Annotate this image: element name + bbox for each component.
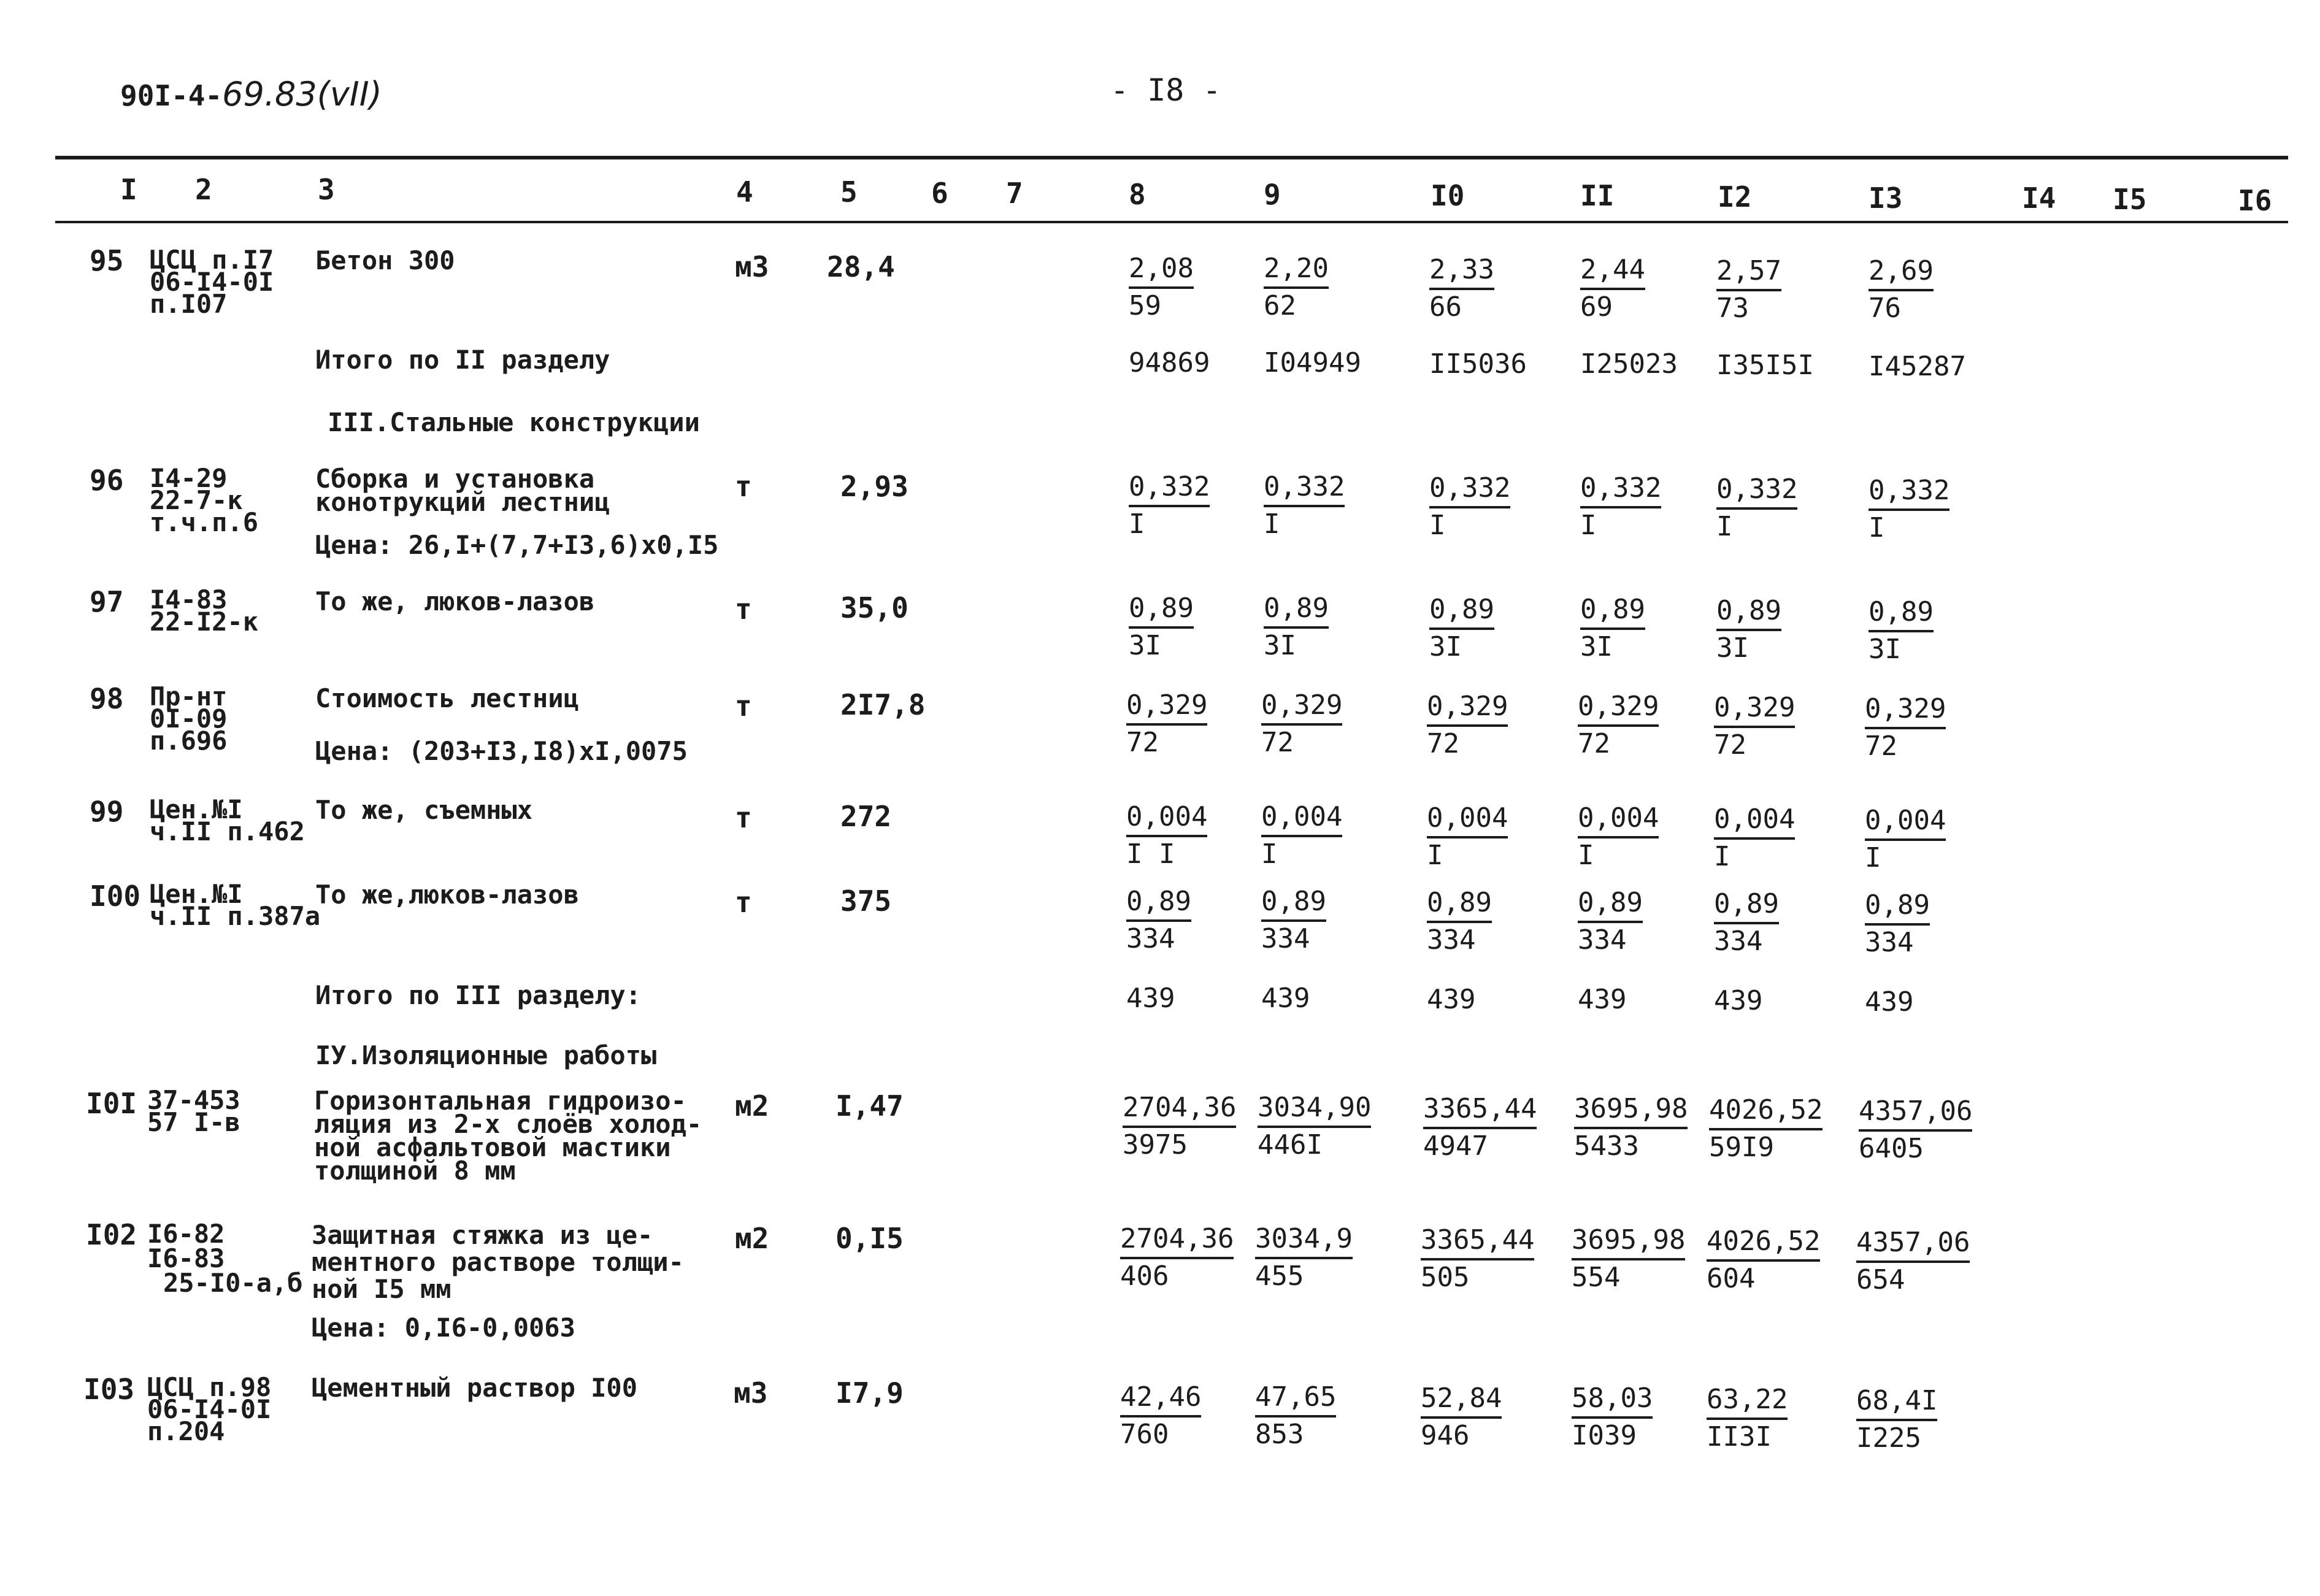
total-cost: 72 [1126,727,1159,758]
unit-cost: 58,03 [1572,1381,1653,1419]
total-cost: 3I [1580,631,1613,662]
table-top-rule [55,156,2288,159]
norm-code-line: Пр-нт [150,681,228,712]
section-title: III.Стальные конструкции [328,407,700,437]
unit-cost: 3034,9 [1255,1222,1353,1259]
unit-cost: 0,332 [1129,470,1210,507]
unit-cost: 0,332 [1429,471,1510,508]
column-header-11: II [1580,179,1615,212]
unit-cost: 52,84 [1421,1381,1502,1419]
unit-cost: 2,08 [1129,251,1194,289]
total-cost: I [1869,512,1885,543]
unit-cost: 0,332 [1264,470,1345,507]
unit-cost: 0,329 [1261,688,1342,726]
work-name-line: Бетон 300 [315,245,455,275]
norm-code-line: Цен.№I [150,794,243,824]
section-total-value: 439 [1126,983,1175,1014]
row-number: I03 [83,1373,135,1406]
work-name-line: ментного растворе толщи- [312,1247,684,1277]
quantity: 0,I5 [835,1222,904,1255]
page-number: - I8 - [1110,72,1221,108]
norm-code-line: 37-453 [147,1085,240,1115]
unit-cost: 0,004 [1865,804,1946,841]
unit-cost: 0,329 [1126,688,1207,726]
column-header-13: I3 [1869,182,1903,215]
work-name-line: Горизонтальная гидроизо- [314,1086,686,1116]
unit: м2 [735,1089,769,1122]
total-cost: 59I9 [1709,1132,1774,1163]
unit-cost: 0,89 [1427,886,1492,923]
work-name-line: То же,люков-лазов [315,880,579,910]
quantity: 2I7,8 [840,688,926,721]
unit-cost: 2704,36 [1123,1091,1236,1128]
quantity: 28,4 [827,250,895,283]
total-cost: I [1580,510,1597,541]
norm-code-line: I4-29 [150,463,228,493]
unit-cost: 2,69 [1869,254,1934,291]
norm-code-line: I6-82 [147,1219,225,1249]
total-cost: I I [1126,838,1175,870]
column-header-16: I6 [2238,184,2272,217]
section-total-label: Итого по III разделу: [315,980,642,1010]
column-header-2: 2 [195,173,212,206]
total-cost: 505 [1421,1262,1470,1293]
price-note: Цена: 0,I6-0,0063 [312,1313,575,1343]
unit-cost: 0,329 [1865,692,1946,729]
total-cost: 3I [1716,632,1749,664]
section-title: IУ.Изоляционные работы [315,1040,657,1070]
norm-code-line: 57 I-в [147,1107,240,1137]
total-cost: 853 [1255,1419,1304,1450]
unit-cost: 0,332 [1716,472,1797,510]
unit-cost: 0,004 [1261,800,1342,837]
work-name-line: конотрукций лестниц [315,487,610,517]
total-cost: 69 [1580,291,1613,323]
total-cost: II3I [1707,1421,1772,1452]
row-number: 97 [90,585,124,618]
total-cost: I [1429,510,1446,541]
column-header-9: 9 [1264,178,1281,211]
norm-code-line: 22-7-к [150,485,243,515]
unit-cost: 0,89 [1869,595,1934,632]
norm-code-line: 06-I4-0I [147,1394,272,1424]
norm-code-line: 0I-09 [150,704,228,734]
unit-cost: 3695,98 [1574,1092,1688,1129]
row-number: I00 [90,880,141,913]
unit-cost: 0,004 [1427,801,1508,838]
norm-code-line: ч.II п.387а [150,901,321,931]
unit: т [735,689,752,723]
column-header-5: 5 [840,175,858,209]
total-cost: 66 [1429,291,1462,323]
section-total-value: I25023 [1580,348,1678,380]
unit-cost: 2704,36 [1120,1222,1234,1259]
unit-cost: 4357,06 [1856,1226,1970,1263]
total-cost: 334 [1578,924,1627,956]
total-cost: 3I [1869,634,1901,665]
column-header-7: 7 [1006,177,1023,210]
unit: т [735,470,752,503]
table-header-rule [55,221,2288,223]
section-total-value: 439 [1427,984,1476,1015]
unit: м3 [735,250,769,283]
total-cost: I [1129,508,1145,540]
unit-cost: 0,89 [1129,591,1194,629]
work-name-line: Сборка и установка [315,464,595,494]
total-cost: 334 [1261,923,1310,954]
unit-cost: 42,46 [1120,1380,1201,1418]
document-code: 90I-4- [120,79,223,112]
unit: т [735,593,752,626]
unit-cost: 63,22 [1707,1383,1788,1420]
total-cost: I [1427,840,1443,871]
total-cost: 334 [1427,924,1476,956]
total-cost: 73 [1716,293,1749,324]
column-header-1: I [120,173,137,206]
total-cost: I [1716,511,1733,542]
column-header-14: I4 [2022,182,2056,215]
total-cost: I [1261,838,1278,870]
column-header-8: 8 [1129,178,1146,211]
unit-cost: 0,89 [1716,594,1781,631]
total-cost: 3I [1264,630,1296,661]
unit-cost: 0,004 [1578,801,1659,838]
section-total-value: 94869 [1129,347,1210,378]
price-note: Цена: 26,I+(7,7+I3,6)х0,I5 [315,530,719,560]
unit-cost: 4026,52 [1707,1224,1820,1262]
unit: м3 [734,1376,768,1410]
work-name-line: Защитная стяжка из це- [312,1220,653,1250]
unit-cost: 0,329 [1578,689,1659,727]
total-cost: 59 [1129,290,1161,321]
unit-cost: 4357,06 [1859,1094,1972,1132]
unit-cost: 47,65 [1255,1380,1336,1418]
total-cost: 72 [1427,728,1459,759]
work-name-line: Стоимость лестниц [315,683,579,713]
total-cost: 6405 [1859,1133,1924,1164]
unit-cost: 3365,44 [1421,1223,1534,1260]
row-number: 98 [90,682,124,715]
column-header-10: I0 [1431,179,1465,212]
column-header-6: 6 [931,177,948,210]
quantity: 2,93 [840,470,908,503]
unit: т [735,886,752,919]
total-cost: I [1578,840,1594,871]
column-header-3: 3 [318,173,335,206]
total-cost: 334 [1865,927,1914,958]
unit-cost: 0,004 [1714,802,1795,840]
unit-cost: 0,332 [1580,471,1661,508]
norm-code-line: 25-I0-а,б [163,1268,303,1298]
unit-cost: 0,329 [1714,691,1795,728]
unit-cost: 0,89 [1429,593,1494,630]
total-cost: 72 [1261,727,1294,758]
unit-cost: 0,89 [1865,888,1930,926]
quantity: I7,9 [835,1376,904,1410]
row-number: 95 [90,244,124,277]
section-total-value: 439 [1261,983,1310,1014]
quantity: 35,0 [840,591,908,624]
unit-cost: 2,57 [1716,254,1781,291]
total-cost: 455 [1255,1260,1304,1292]
section-total-label: Итого по II разделу [315,345,610,375]
unit-cost: 0,89 [1126,884,1191,922]
norm-code-line: т.ч.п.6 [150,507,259,537]
unit-cost: 4026,52 [1709,1093,1823,1130]
total-cost: 654 [1856,1264,1905,1295]
total-cost: 604 [1707,1263,1756,1294]
work-name-line: ной I5 мм [312,1274,451,1304]
row-number: I0I [86,1087,137,1120]
total-cost: I [1714,841,1730,872]
column-header-12: I2 [1718,180,1752,213]
section-total-value: I45287 [1869,351,1966,382]
section-total-value: 439 [1578,984,1627,1015]
unit-cost: 0,89 [1578,886,1643,923]
unit-cost: 2,44 [1580,253,1645,290]
total-cost: 5433 [1574,1130,1639,1162]
unit-cost: 2,33 [1429,253,1494,290]
section-total-value: 439 [1714,985,1763,1016]
unit-cost: 0,004 [1126,800,1207,837]
section-total-value: 439 [1865,986,1914,1018]
total-cost: 3I [1429,631,1462,662]
unit-cost: 3034,90 [1258,1091,1371,1128]
column-header-4: 4 [736,175,753,209]
document-code-handwritten: 69.83(vII) [222,75,382,113]
total-cost: 446I [1258,1129,1323,1161]
row-number: I02 [86,1218,137,1251]
section-total-value: I04949 [1264,347,1361,378]
norm-code-line: ч.II п.462 [150,816,305,846]
total-cost: 406 [1120,1260,1169,1292]
total-cost: 3975 [1123,1129,1188,1161]
norm-code-line: 06-I4-0I [150,267,274,297]
row-number: 96 [90,464,124,497]
norm-code-line: ЦСЦ п.I7 [150,245,274,275]
norm-code-line: п.I07 [150,289,228,319]
total-cost: 76 [1869,293,1901,324]
total-cost: 72 [1714,729,1746,761]
unit-cost: 0,89 [1580,593,1645,630]
total-cost: 4947 [1423,1130,1488,1162]
unit-cost: 68,4I [1856,1384,1937,1421]
total-cost: I [1264,508,1280,540]
unit-cost: 3695,98 [1572,1223,1685,1260]
unit-cost: 0,332 [1869,474,1949,511]
unit-cost: 3365,44 [1423,1092,1537,1129]
unit: т [735,801,752,834]
norm-code-line: п.696 [150,726,228,756]
unit-cost: 0,89 [1264,591,1329,629]
work-name-line: ляция из 2-х слоёв холод- [314,1109,702,1139]
unit-cost: 0,89 [1261,884,1326,922]
total-cost: I [1865,842,1881,873]
total-cost: 72 [1578,728,1610,759]
work-name-line: ной асфальтовой мастики [314,1132,671,1162]
quantity: 375 [840,884,892,918]
work-name-line: То же, люков-лазов [315,586,595,616]
total-cost: I039 [1572,1420,1637,1451]
unit-cost: 0,329 [1427,689,1508,727]
total-cost: 3I [1129,630,1161,661]
total-cost: 334 [1714,926,1763,957]
unit-cost: 2,20 [1264,251,1329,289]
work-name-line: То же, съемных [315,795,533,825]
total-cost: 72 [1865,731,1897,762]
row-number: 99 [90,795,124,828]
norm-code-line: 22-I2-к [150,607,259,637]
norm-code-line: п.204 [147,1416,225,1446]
total-cost: 760 [1120,1419,1169,1450]
work-name-line: толщиной 8 мм [314,1156,516,1186]
quantity: 272 [840,800,892,833]
unit-cost: 0,89 [1714,887,1779,924]
work-name-line: Цементный раствор I00 [312,1373,638,1403]
norm-code-line: I6-83 [147,1243,225,1273]
norm-code-line: ЦСЦ п.98 [147,1372,272,1402]
total-cost: 62 [1264,290,1296,321]
total-cost: I225 [1856,1422,1921,1454]
total-cost: 554 [1572,1262,1621,1293]
norm-code-line: I4-83 [150,585,228,615]
total-cost: 946 [1421,1420,1470,1451]
column-header-15: I5 [2113,183,2147,216]
norm-code-line: Цен.№I [150,879,243,909]
unit: м2 [735,1222,769,1255]
section-total-value: II5036 [1429,348,1527,380]
total-cost: 334 [1126,923,1175,954]
quantity: I,47 [835,1089,904,1122]
section-total-value: I35I5I [1716,350,1814,381]
price-note: Цена: (203+I3,I8)хI,0075 [315,736,688,766]
